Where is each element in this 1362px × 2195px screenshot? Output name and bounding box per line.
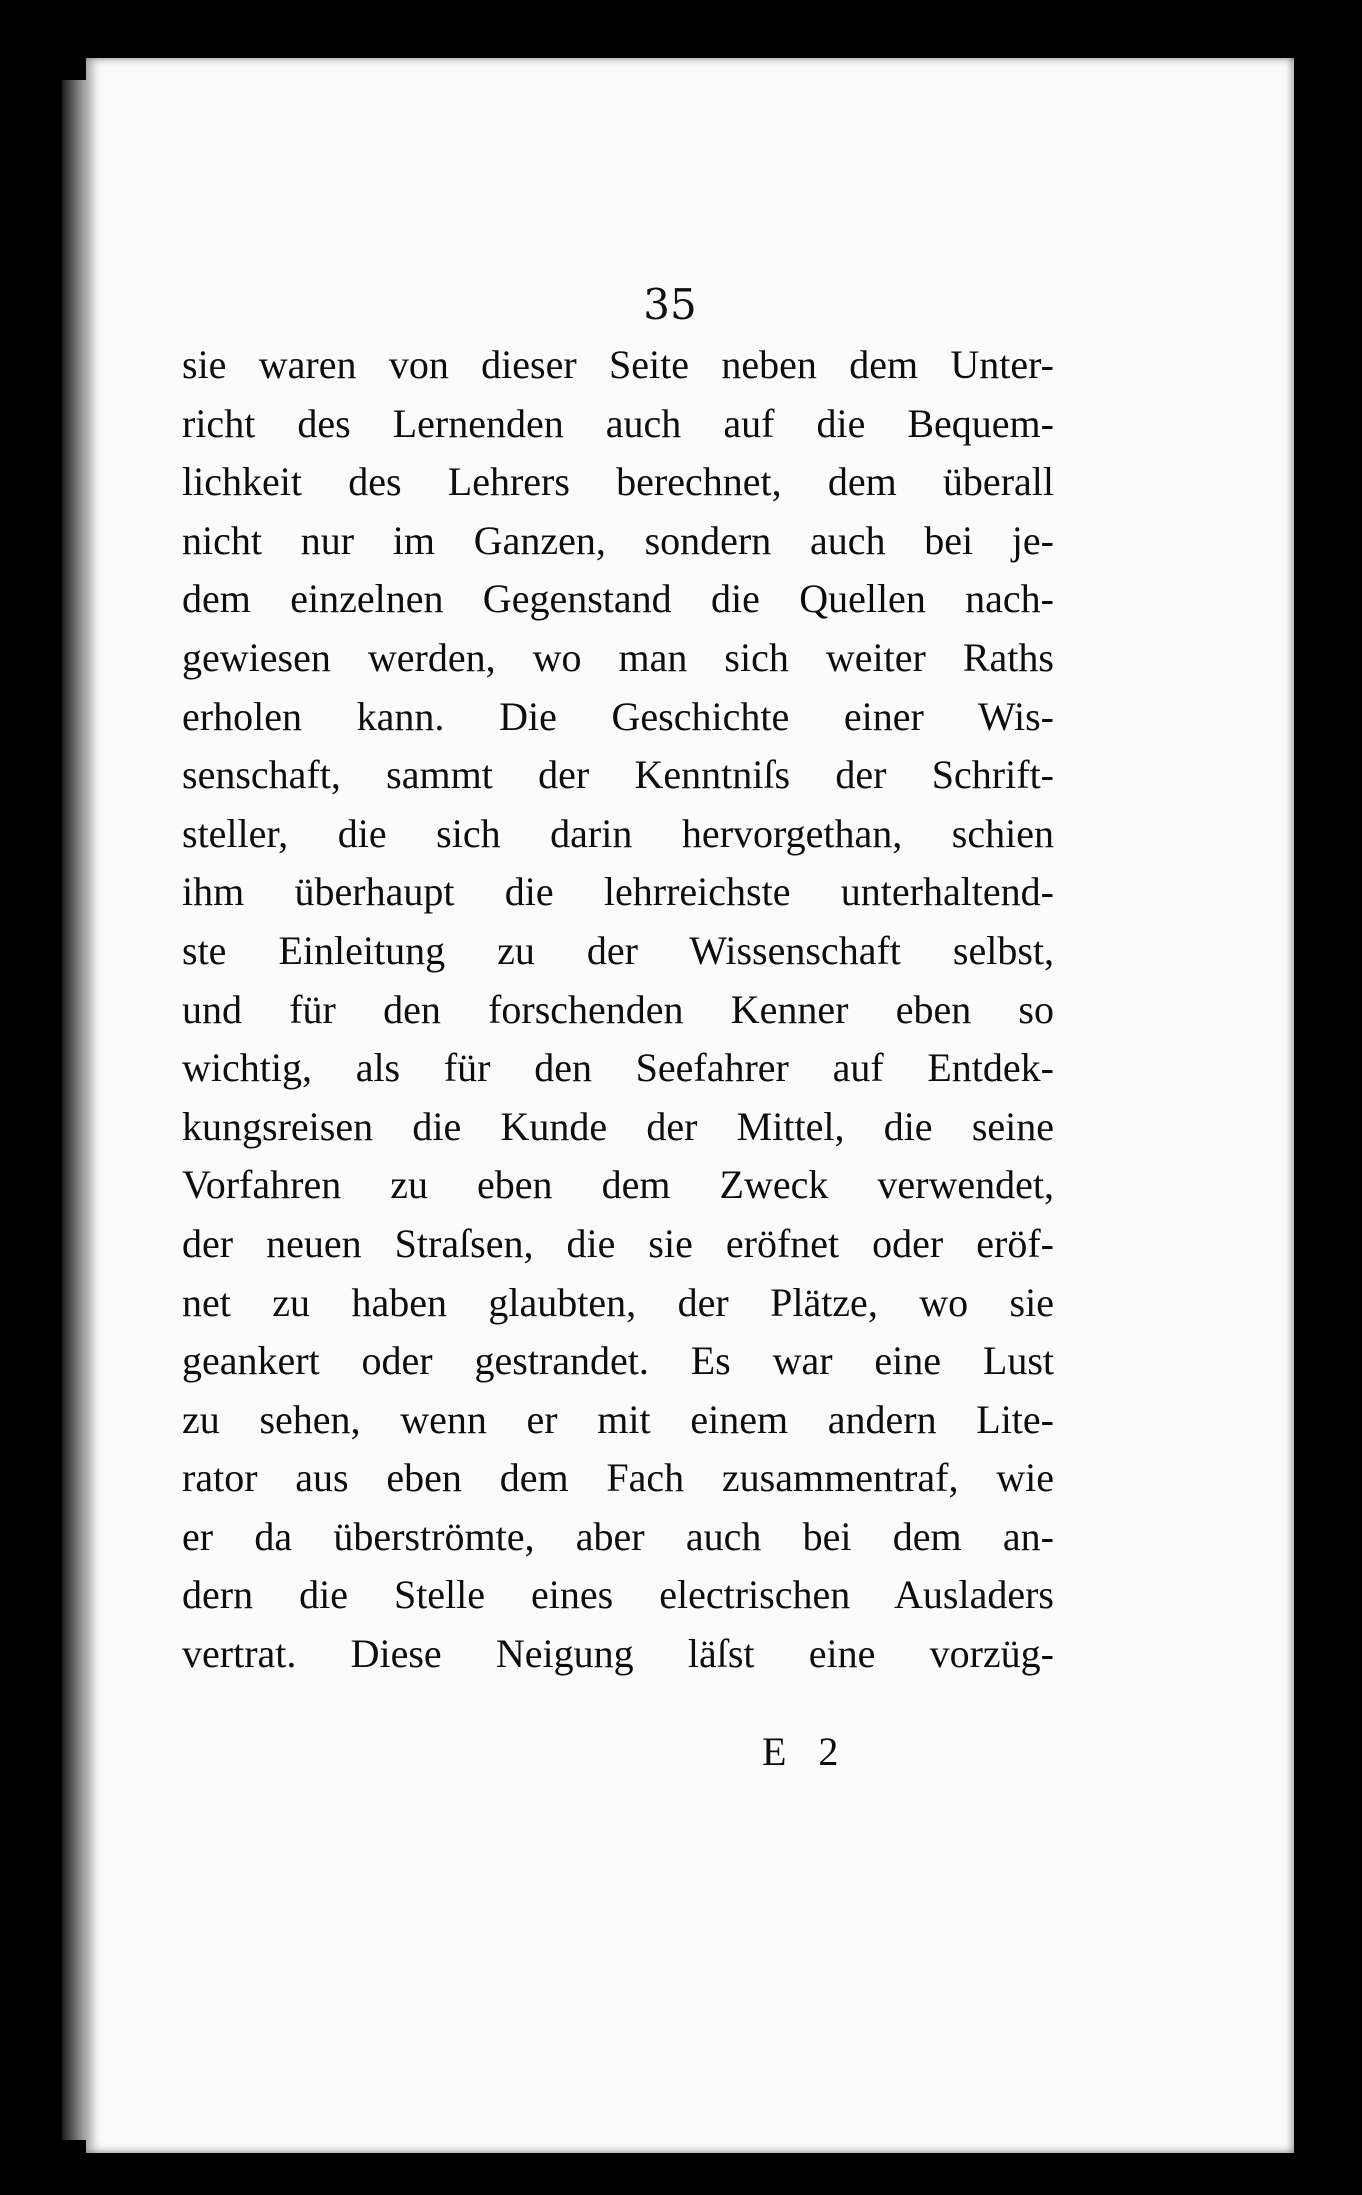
text-line: der neuen Straſsen, die sie eröfnet oder eröf- [182, 1220, 1054, 1266]
body-text [182, 336, 1054, 1684]
text-line: steller, die sich darin hervorgethan, schien [182, 810, 1054, 856]
text-line: sie waren von dieser Seite neben dem Unter- [182, 342, 1054, 387]
text-line: lichkeit des Lehrers berechnet, dem überall [182, 459, 1054, 505]
text-line: zu sehen, wenn er mit einem andern Lite- [182, 1396, 1054, 1442]
text-line: dern die Stelle eines electrischen Ausladers [182, 1572, 1054, 1618]
text-line: er da überströmte, aber auch bei dem an- [182, 1513, 1054, 1559]
page-number: 35 [643, 280, 697, 329]
text-line: Vorfahren zu eben dem Zweck verwendet, [182, 1162, 1054, 1208]
book-spine-edge [62, 80, 88, 2140]
text-line: rator aus eben dem Fach zusammentraf, wie [182, 1455, 1054, 1501]
text-line: ste Einleitung zu der Wissenschaft selbst, [182, 927, 1054, 973]
text-line: net zu haben glaubten, der Plätze, wo sie [182, 1279, 1054, 1325]
signature-mark: E 2 [762, 1729, 839, 1774]
text-line: erholen kann. Die Geschichte einer Wis- [182, 693, 1054, 739]
text-line: kungsreisen die Kunde der Mittel, die seine [182, 1103, 1054, 1149]
book-page [86, 58, 1294, 2153]
text-line: richt des Lernenden auch auf die Bequem- [182, 400, 1054, 446]
text-line: und für den forschenden Kenner eben so [182, 986, 1054, 1032]
text-line: ihm überhaupt die lehrreichste unterhaltend- [182, 869, 1054, 915]
text-line: vertrat. Diese Neigung läſst eine vorzüg- [182, 1631, 1054, 1677]
text-line: senschaft, sammt der Kenntniſs der Schrift- [182, 752, 1054, 798]
text-line: geankert oder gestrandet. Es war eine Lust [182, 1338, 1054, 1384]
text-line: dem einzelnen Gegenstand die Quellen nach- [182, 576, 1054, 622]
text-line: wichtig, als für den Seefahrer auf Entdek- [182, 1045, 1054, 1091]
text-line: nicht nur im Ganzen, sondern auch bei je- [182, 517, 1054, 563]
text-line: gewiesen werden, wo man sich weiter Raths [182, 634, 1054, 680]
